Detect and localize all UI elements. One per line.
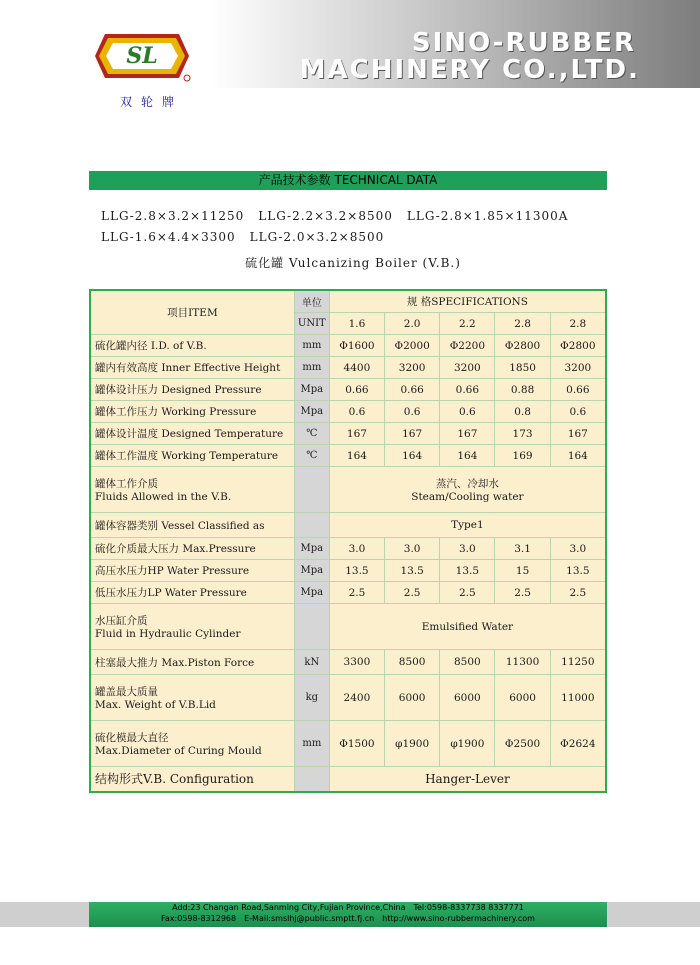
- row-item: 结构形式V.B. Configuration: [90, 767, 294, 792]
- model-code: LLG-2.2×3.2×8500: [258, 209, 393, 223]
- table-row: [90, 423, 606, 445]
- table-row: [90, 335, 606, 357]
- row-value: 167: [385, 423, 440, 445]
- row-value: 167: [440, 423, 495, 445]
- row-item: 硫化罐内径 I.D. of V.B.: [90, 335, 294, 357]
- row-value: 3300: [329, 650, 384, 675]
- row-item-line: Max. Weight of V.B.Lid: [95, 699, 216, 711]
- row-value: 2400: [329, 675, 384, 721]
- row-value: 0.66: [385, 379, 440, 401]
- row-unit: Mpa: [294, 379, 329, 401]
- row-value: 0.66: [329, 379, 384, 401]
- row-value: 2.5: [495, 582, 550, 604]
- row-unit: mm: [294, 357, 329, 379]
- row-value: 0.6: [385, 401, 440, 423]
- row-value: Φ2000: [385, 335, 440, 357]
- table-header-row: [90, 290, 606, 313]
- row-value: φ1900: [385, 721, 440, 767]
- row-unit: [294, 767, 329, 792]
- row-item: [90, 467, 294, 513]
- row-value: 3.0: [550, 538, 606, 560]
- table-row: [90, 357, 606, 379]
- row-value: 164: [550, 445, 606, 467]
- table-row: [90, 401, 606, 423]
- table-row: [90, 767, 606, 792]
- spec-table: [89, 289, 607, 793]
- footer-contact-line-1: [89, 903, 607, 912]
- row-unit: [294, 513, 329, 538]
- row-value: 2.5: [440, 582, 495, 604]
- row-value: Φ2800: [495, 335, 550, 357]
- row-value-line: 蒸汽、冷却水: [435, 478, 499, 490]
- model-code: LLG-2.8×3.2×11250: [101, 209, 245, 223]
- row-value: 6000: [385, 675, 440, 721]
- footer-side-band: [0, 902, 89, 927]
- table-row: [90, 513, 606, 538]
- row-item: 罐内有效高度 Inner Effective Height: [90, 357, 294, 379]
- table-row: [90, 582, 606, 604]
- table-row: [90, 467, 606, 513]
- row-unit: Mpa: [294, 538, 329, 560]
- row-item: 高压水压力HP Water Pressure: [90, 560, 294, 582]
- row-item: 罐体容器类别 Vessel Classified as: [90, 513, 294, 538]
- row-merged-value: Hanger-Lever: [329, 767, 606, 792]
- row-value: 167: [329, 423, 384, 445]
- table-row: [90, 675, 606, 721]
- svg-text:SL: SL: [126, 43, 158, 69]
- row-value: 15: [495, 560, 550, 582]
- row-item-line: 硫化模最大直径: [95, 732, 169, 744]
- row-value: Φ2200: [440, 335, 495, 357]
- row-value: 164: [385, 445, 440, 467]
- row-item: [90, 604, 294, 650]
- row-item: 硫化介质最大压力 Max.Pressure: [90, 538, 294, 560]
- row-unit: mm: [294, 335, 329, 357]
- row-value: 173: [495, 423, 550, 445]
- spec-column-header: 2.2: [440, 313, 495, 335]
- row-unit: [294, 467, 329, 513]
- spec-header: 规 格SPECIFICATIONS: [329, 290, 606, 313]
- row-item: 罐体设计压力 Designed Pressure: [90, 379, 294, 401]
- row-item-line: 罐盖最大质量: [95, 686, 158, 698]
- row-unit: kg: [294, 675, 329, 721]
- row-value: 164: [440, 445, 495, 467]
- table-row: [90, 604, 606, 650]
- row-value: 6000: [440, 675, 495, 721]
- row-value: 13.5: [329, 560, 384, 582]
- spec-column-header: 2.8: [550, 313, 606, 335]
- table-row: [90, 721, 606, 767]
- row-value: Φ2624: [550, 721, 606, 767]
- row-item-line: 罐体工作介质: [95, 478, 158, 490]
- row-value: 3200: [550, 357, 606, 379]
- company-name-line-1: SINO-RUBBER: [411, 28, 636, 58]
- row-unit: Mpa: [294, 560, 329, 582]
- unit-header: UNIT: [294, 313, 329, 335]
- row-value: 2.5: [385, 582, 440, 604]
- row-item: [90, 675, 294, 721]
- row-value: 0.66: [550, 379, 606, 401]
- row-value: 0.88: [495, 379, 550, 401]
- logo-caption: 双轮牌: [120, 95, 184, 109]
- row-item: 罐体工作温度 Working Temperature: [90, 445, 294, 467]
- model-list-row-2: [101, 230, 398, 244]
- row-item: 罐体工作压力 Working Pressure: [90, 401, 294, 423]
- row-value: 3200: [385, 357, 440, 379]
- row-value: 13.5: [550, 560, 606, 582]
- row-value: 0.8: [495, 401, 550, 423]
- row-item-line: Fluid in Hydraulic Cylinder: [95, 628, 241, 640]
- row-value: Φ2800: [550, 335, 606, 357]
- footer-side-band: [607, 902, 700, 927]
- row-merged-value: [329, 467, 606, 513]
- footer-url[interactable]: http://www.sino-rubbermachinery.com: [382, 914, 535, 923]
- row-item: 低压水压力LP Water Pressure: [90, 582, 294, 604]
- company-logo: [93, 30, 191, 82]
- spec-column-header: 2.0: [385, 313, 440, 335]
- row-item-line: Fluids Allowed in the V.B.: [95, 491, 232, 503]
- row-value: 3200: [440, 357, 495, 379]
- row-value: 11000: [550, 675, 606, 721]
- row-value: 3.0: [440, 538, 495, 560]
- row-unit: Mpa: [294, 401, 329, 423]
- row-value: 13.5: [440, 560, 495, 582]
- section-title-bar: 产品技术参数 TECHNICAL DATA: [89, 171, 607, 190]
- row-unit: mm: [294, 721, 329, 767]
- table-row: [90, 445, 606, 467]
- spec-column-header: 1.6: [329, 313, 384, 335]
- item-header: 项目ITEM: [90, 290, 294, 335]
- row-unit: Mpa: [294, 582, 329, 604]
- footer-fax: Fax:0598-8312968: [161, 914, 237, 923]
- row-item: 罐体设计温度 Designed Temperature: [90, 423, 294, 445]
- model-code: LLG-1.6×4.4×3300: [101, 230, 236, 244]
- row-value-line: Steam/Cooling water: [411, 491, 524, 503]
- company-name-line-2: MACHINERY CO.,LTD.: [299, 55, 640, 85]
- row-value: 11300: [495, 650, 550, 675]
- row-value: 1850: [495, 357, 550, 379]
- footer-contact-line-2: [89, 914, 607, 923]
- row-value: 3.0: [329, 538, 384, 560]
- table-row: [90, 560, 606, 582]
- row-merged-value: Emulsified Water: [329, 604, 606, 650]
- row-item-line: Max.Diameter of Curing Mould: [95, 745, 262, 757]
- row-unit: [294, 604, 329, 650]
- row-value: Φ1600: [329, 335, 384, 357]
- row-unit: kN: [294, 650, 329, 675]
- product-subtitle: 硫化罐 Vulcanizing Boiler (V.B.): [245, 256, 461, 270]
- model-code: LLG-2.0×3.2×8500: [249, 230, 385, 244]
- row-value: 13.5: [385, 560, 440, 582]
- row-item: 柱塞最大推力 Max.Piston Force: [90, 650, 294, 675]
- footer-email: E-Mail:smslhj@public.smptt.fj.cn: [244, 914, 375, 923]
- footer-address: Add:23 Changan Road,Sanming City,Fujian Province,China: [172, 903, 406, 912]
- row-value: 6000: [495, 675, 550, 721]
- row-value: 0.6: [440, 401, 495, 423]
- row-unit: ℃: [294, 445, 329, 467]
- row-value: Φ1500: [329, 721, 384, 767]
- row-value: 0.6: [329, 401, 384, 423]
- model-code: LLG-2.8×1.85×11300A: [406, 209, 569, 223]
- row-value: 169: [495, 445, 550, 467]
- row-value: 0.6: [550, 401, 606, 423]
- row-merged-value: Type1: [329, 513, 606, 538]
- row-value: φ1900: [440, 721, 495, 767]
- row-value: 3.1: [495, 538, 550, 560]
- unit-header: 单位: [294, 290, 329, 313]
- table-row: [90, 650, 606, 675]
- row-value: 164: [329, 445, 384, 467]
- row-value: 11250: [550, 650, 606, 675]
- row-value: 167: [550, 423, 606, 445]
- row-value: 8500: [385, 650, 440, 675]
- table-row: [90, 538, 606, 560]
- table-row: [90, 379, 606, 401]
- row-value: 2.5: [329, 582, 384, 604]
- row-value: Φ2500: [495, 721, 550, 767]
- row-value: 0.66: [440, 379, 495, 401]
- row-item: [90, 721, 294, 767]
- row-value: 3.0: [385, 538, 440, 560]
- row-value: 8500: [440, 650, 495, 675]
- row-value: 4400: [329, 357, 384, 379]
- row-value: 2.5: [550, 582, 606, 604]
- footer-tel: Tel:0598-8337738 8337771: [413, 903, 524, 912]
- model-list-row-1: [101, 209, 582, 223]
- row-unit: ℃: [294, 423, 329, 445]
- spec-column-header: 2.8: [495, 313, 550, 335]
- row-item-line: 水压缸介质: [95, 615, 148, 627]
